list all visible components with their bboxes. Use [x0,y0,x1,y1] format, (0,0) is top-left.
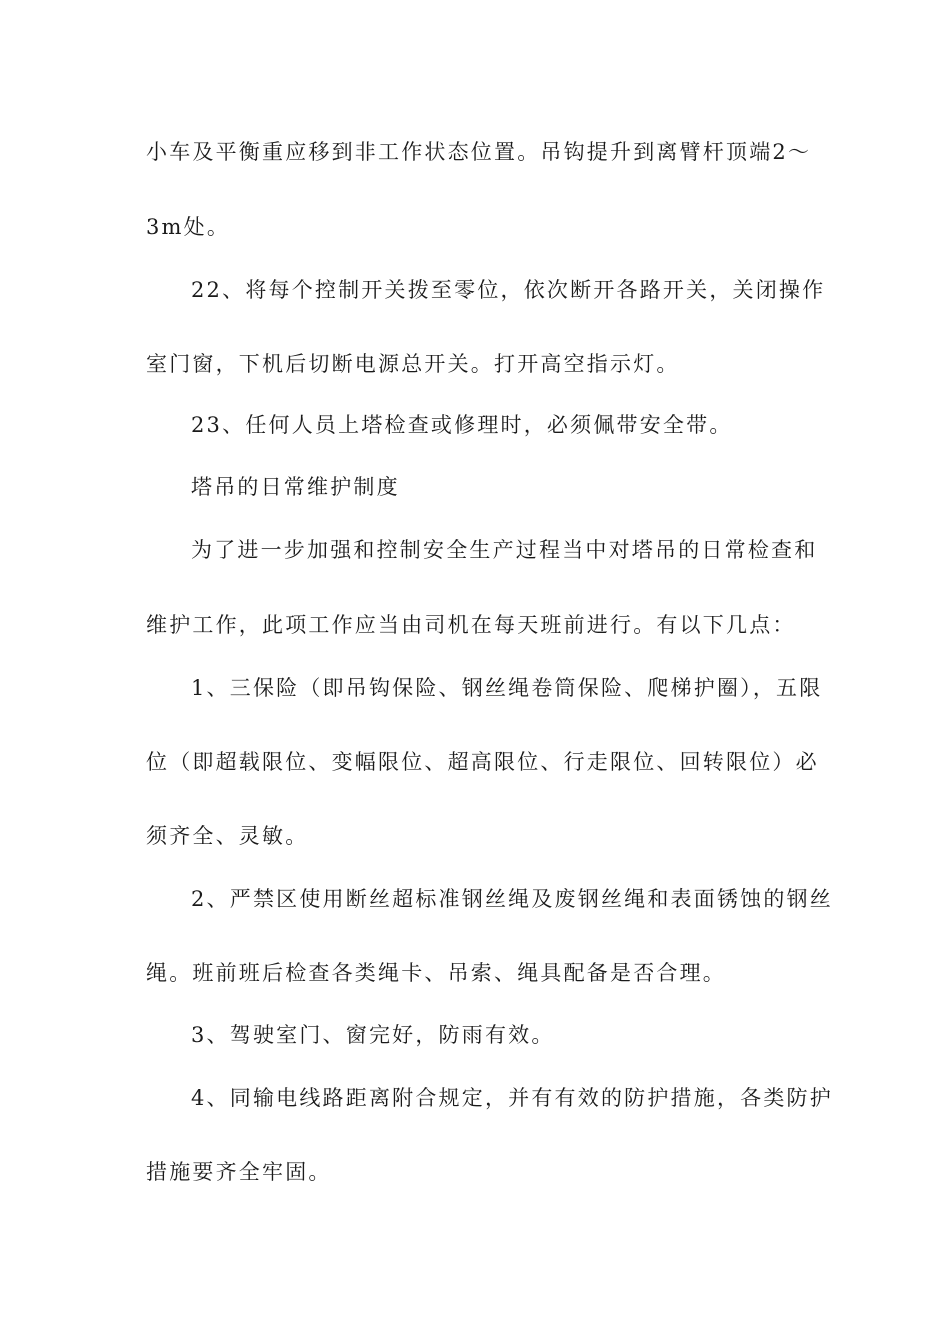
paragraph-22-line-1: 22、将每个控制开关拨至零位，依次断开各路开关，关闭操作 [191,278,826,302]
paragraph-23: 23、任何人员上塔检查或修理时，必须佩带安全带。 [191,413,733,437]
intro-line-2: 维护工作，此项工作应当由司机在每天班前进行。有以下几点： [146,613,796,637]
text-line-2: 3m处。 [146,215,231,239]
paragraph-22-line-2: 室门窗，下机后切断电源总开关。打开高空指示灯。 [146,352,680,376]
item-1-line-3: 须齐全、灵敏。 [146,824,309,848]
item-4-line-1: 4、同输电线路距离附合规定，并有有效的防护措施，各类防护 [191,1086,833,1110]
item-2-line-1: 2、严禁区使用断丝超标准钢丝绳及废钢丝绳和表面锈蚀的钢丝 [191,887,833,911]
item-2-line-2: 绳。班前班后检查各类绳卡、吊索、绳具配备是否合理。 [146,961,726,985]
item-1-line-1: 1、三保险（即吊钩保险、钢丝绳卷筒保险、爬梯护圈），五限 [191,676,823,700]
item-3: 3、驾驶室门、窗完好，防雨有效。 [191,1023,555,1047]
intro-line-1: 为了进一步加强和控制安全生产过程当中对塔吊的日常检查和 [191,538,818,562]
item-1-line-2: 位（即超载限位、变幅限位、超高限位、行走限位、回转限位）必 [146,750,819,774]
section-heading: 塔吊的日常维护制度 [191,475,400,499]
item-4-line-2: 措施要齐全牢固。 [146,1160,332,1184]
text-line-1: 小车及平衡重应移到非工作状态位置。吊钩提升到离臂杆顶端2～ [146,140,812,164]
